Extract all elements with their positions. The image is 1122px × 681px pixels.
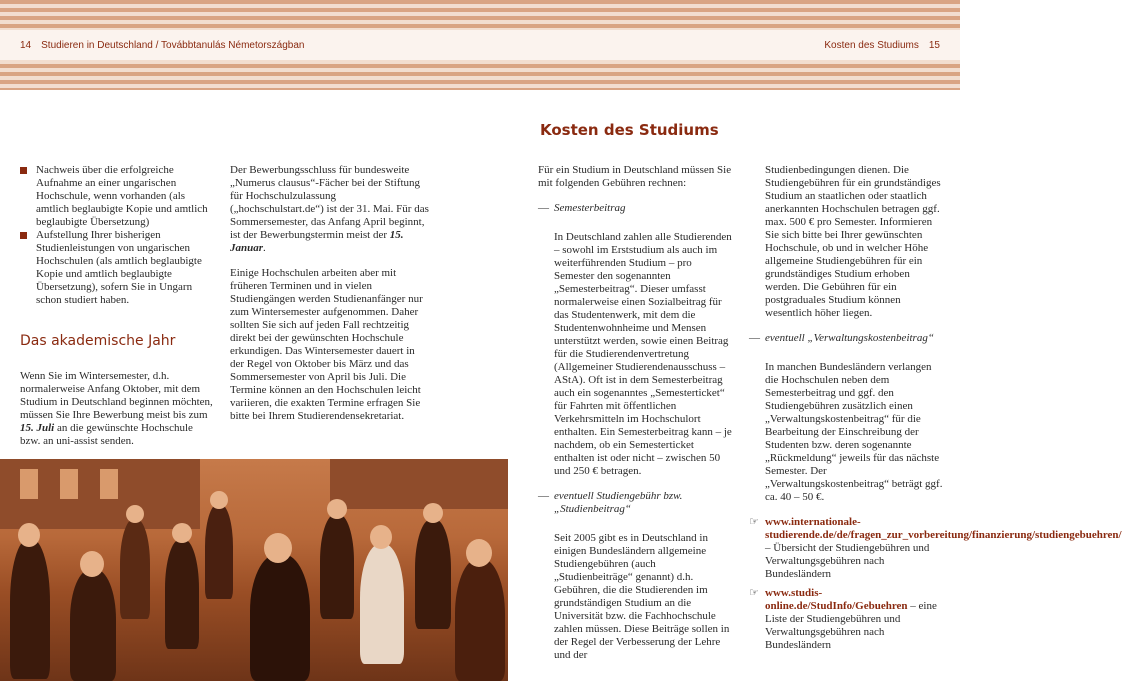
paragraph: Einige Hochschulen arbeiten aber mit früheren Terminen und in vielen Studiengängen werden Studienanfänger nur zum Wintersemester aufgenommen. Daher sollten Sie sich auf jeden Fall rechtzeitig direkt bei der gewünschten Hochschule erkundigen. Das Wintersemester dauert in der Regel von Oktober bis März und das Sommersemester von April bis Juli. Die Termine können an den Hochschulen leicht variieren, die exakten Termine erfragen Sie bitte bei Ihrem Studierendensekretariat. bbox=[230, 267, 423, 422]
dash-item: — Semesterbeitrag bbox=[538, 202, 626, 214]
photo-person bbox=[250, 554, 310, 681]
photo-person-head bbox=[172, 523, 192, 543]
photo-person bbox=[165, 539, 199, 649]
list-item: Nachweis über die erfolgreiche Aufnahme an einer ungarischen Hochschule, wenn vorhanden (als amtlich beglaubigte Kopie und amtlich beglaubigte Übersetzung) bbox=[20, 164, 215, 229]
photo-person-head bbox=[370, 525, 392, 549]
photo-person-head bbox=[327, 499, 347, 519]
paragraph: Wenn Sie im Wintersemester, d.h. normalerweise Anfang Oktober, mit dem Studium in Deutschland beginnen möchten, müssen Sie Ihre Bewerbung meist bis zum 15. Juli an die gewünschte Hochschule bzw. an uni-assist senden. bbox=[20, 370, 213, 447]
right-page-number: 15 bbox=[928, 39, 940, 51]
column-2 bbox=[230, 164, 430, 435]
photo-window bbox=[100, 469, 118, 499]
paragraph: Der Bewerbungsschluss für bundesweite „Numerus clausus“-Fächer bei der Stiftung für Hochschulzulassung („hochschulstart.de“) ist der 31. Mai. Für das Sommersemester, das Anfang April beginnt, ist der Bewerbungstermin meist der 15. Januar. bbox=[230, 164, 429, 254]
paragraph: Für ein Studium in Deutschland müssen Sie mit folgenden Gebühren rechnen: bbox=[538, 164, 732, 189]
photo-person-head bbox=[466, 539, 492, 567]
photo-window bbox=[20, 469, 38, 499]
section-heading: Das akademische Jahr bbox=[20, 333, 176, 349]
paragraph: Studienbedingungen dienen. Die Studiengebühren für ein grundständiges Studium an staatlichen oder staatlich anerkannten Hochschulen betragen ggf. max. 500 € pro Semester. Informieren Sie sich bitte bei Ihrer gewünschten Hochschule, ob und in welcher Höhe allgemeine Studiengebühren für ein grundständiges Studium erhoben werden. Die Gebühren für ein postgraduales Studium können wesentlich höher liegen. bbox=[765, 164, 941, 319]
photo-person bbox=[70, 569, 116, 681]
photo-person bbox=[205, 504, 233, 599]
photo-person-head bbox=[423, 503, 443, 523]
campus-crowd-photo bbox=[0, 459, 508, 681]
list-item: Aufstellung Ihrer bisherigen Studienleistungen von ungarischen Hochschulen (als amtlich beglaubigte Kopie und amtlich beglaubigte Übersetzung), sofern Sie in Ungarn schon studiert haben. bbox=[20, 229, 215, 307]
paragraph: In Deutschland zahlen alle Studierenden – sowohl im Erststudium als auch im weiterführenden Studium – pro Semester den sogenannten „Semesterbeitrag“. Dieser umfasst normalerweise einen Sozialbeitrag für das Studentenwerk, mit dem die Studentenwohnheime und Mensen unterstützt werden, sowie einen Beitrag für die Studierendenvertretung (Allgemeiner Studierendenausschuss – AStA). Oft ist in dem Semesterbeitrag auch ein sogenanntes „Semesterticket“ für Fahrten mit öffentlichen Verkehrsmitteln im Hochschulort enthalten. Ein Semesterbeitrag kann – je nachdem, ob ein Semesterticket enthalten ist oder nicht – zwischen 50 und 250 € betragen. bbox=[554, 231, 732, 477]
column-3 bbox=[538, 164, 733, 674]
photo-building bbox=[330, 459, 508, 509]
photo-person-head bbox=[264, 533, 292, 563]
photo-person-head bbox=[80, 551, 104, 577]
header-right bbox=[824, 40, 940, 51]
dash-icon: — bbox=[749, 332, 760, 344]
link[interactable]: www.internationale-studierende.de/de/fragen_zur_vorbereitung/finanzierung/studiengebuehren/ bbox=[765, 516, 1122, 541]
pointing-hand-icon: ☞ bbox=[749, 515, 759, 528]
left-running-title: Studieren in Deutschland / Továbbtanulás Németországban bbox=[41, 39, 305, 51]
photo-person bbox=[10, 539, 50, 679]
bullet-square-icon bbox=[20, 232, 27, 239]
reference-link: ☞ www.studis-online.de/StudInfo/Gebuehren – eine Liste der Studiengebühren und Verwaltungsgebühren nach Bundesländern bbox=[749, 586, 937, 651]
page-header bbox=[0, 30, 960, 60]
left-page-number: 14 bbox=[20, 39, 32, 51]
pointing-hand-icon: ☞ bbox=[749, 586, 759, 599]
paragraph: In manchen Bundesländern verlangen die Hochschulen neben dem Semesterbeitrag und ggf. den Studiengebühren zusätzlich einen „Verwaltungskostenbeitrag“ für die Bearbeitung der Einschreibung der Studenten bzw. deren sogenannte „Rückmeldung“ jeweils für das nächste Semester. Der „Verwaltungskostenbeitrag“ beträgt ggf. ca. 40 – 50 €. bbox=[765, 361, 943, 503]
dash-icon: — bbox=[538, 490, 549, 502]
column-4 bbox=[749, 164, 1122, 658]
page-title: Kosten des Studiums bbox=[540, 121, 719, 139]
right-running-title: Kosten des Studiums bbox=[824, 39, 919, 51]
header-left bbox=[20, 40, 304, 51]
photo-window bbox=[60, 469, 78, 499]
dash-item: — eventuell „Verwaltungskostenbeitrag“ bbox=[749, 332, 934, 344]
dash-item: — eventuell Studiengebühr bzw. „Studienbeitrag“ bbox=[538, 490, 683, 515]
dash-icon: — bbox=[538, 202, 549, 214]
photo-person-head bbox=[18, 523, 40, 547]
photo-person-head bbox=[126, 505, 144, 523]
photo-person bbox=[360, 544, 404, 664]
photo-person-head bbox=[210, 491, 228, 509]
bullet-square-icon bbox=[20, 167, 27, 174]
photo-person bbox=[415, 519, 451, 629]
photo-person bbox=[455, 559, 505, 681]
paragraph: Seit 2005 gibt es in Deutschland in einigen Bundesländern allgemeine Studiengebühren (auch „Studienbeiträge“ genannt) d.h. Gebühren, die die Studierenden im grundständigen Studium an die Universität bzw. die Fachhochschule zahlen müssen. Diese Beiträge sollen in der Regel der Verbesserung der Lehre und der bbox=[554, 532, 730, 661]
photo-person bbox=[320, 514, 354, 619]
column-1 bbox=[20, 164, 215, 460]
reference-link: ☞ www.internationale-studierende.de/de/fragen_zur_vorbereitung/finanzierung/studiengebuehren/ – Übersicht der Studiengebühren und Verwaltungsgebühren nach Bundesländern bbox=[749, 515, 1122, 580]
link[interactable]: www.studis-online.de/StudInfo/Gebuehren bbox=[765, 587, 908, 612]
photo-person bbox=[120, 519, 150, 619]
